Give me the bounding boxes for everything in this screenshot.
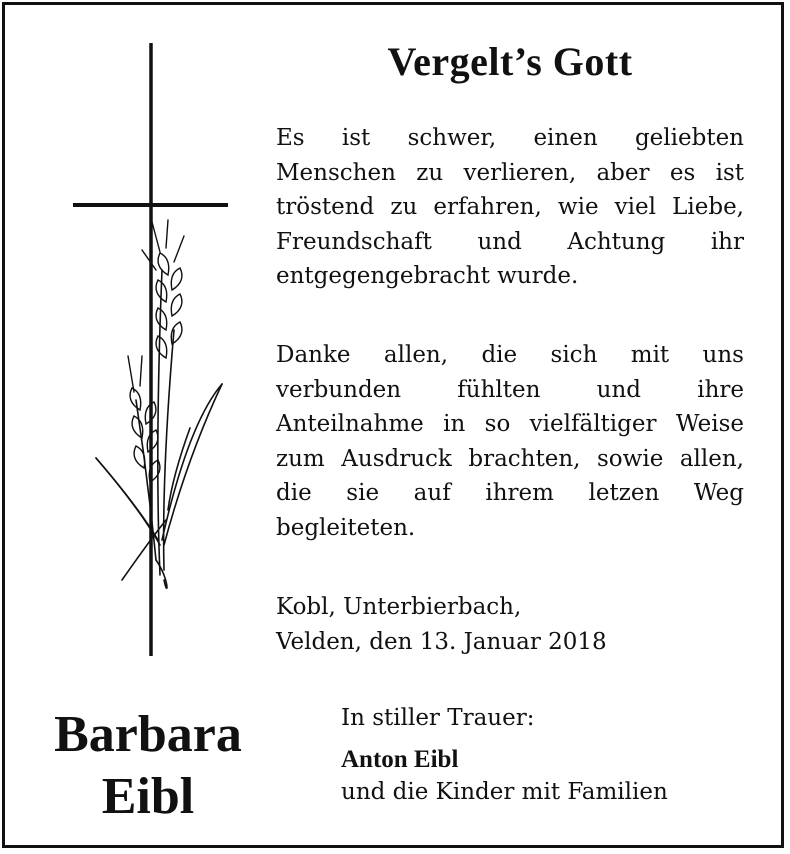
gratitude-paragraph-1: Es ist schwer, einen geliebten Menschen zu verlieren, aber es ist tröstend zu erfahren, wie viel Liebe, Freundschaft und Achtung ihr entgegengebracht wurde. — [276, 125, 744, 289]
gratitude-paragraph-2: Danke allen, die sich mit uns verbunden fühlten und ihre Anteilnahme in so vielfältiger Weise zum Ausdruck brachten, sowie allen, die sie auf ihrem letzen Weg begleiteten. — [276, 342, 744, 541]
cross-icon — [73, 43, 228, 656]
place-and-date — [276, 590, 607, 659]
place-line-2: Velden, den 13. Januar 2018 — [276, 628, 607, 655]
deceased-last-name: Eibl — [101, 768, 195, 825]
wheat-icon — [96, 220, 222, 588]
mourner-primary: Anton Eibl — [341, 746, 459, 773]
page-title: Vergelt’s Gott — [387, 39, 633, 84]
place-line-1: Kobl, Unterbierbach, — [276, 594, 522, 620]
mourners-block — [341, 703, 668, 809]
mourner-family: und die Kinder mit Familien — [341, 779, 668, 805]
cross-with-wheat-illustration — [60, 40, 240, 660]
mourners-label: In stiller Trauer: — [341, 705, 535, 731]
deceased-name — [18, 704, 278, 828]
deceased-first-name: Barbara — [54, 706, 242, 763]
